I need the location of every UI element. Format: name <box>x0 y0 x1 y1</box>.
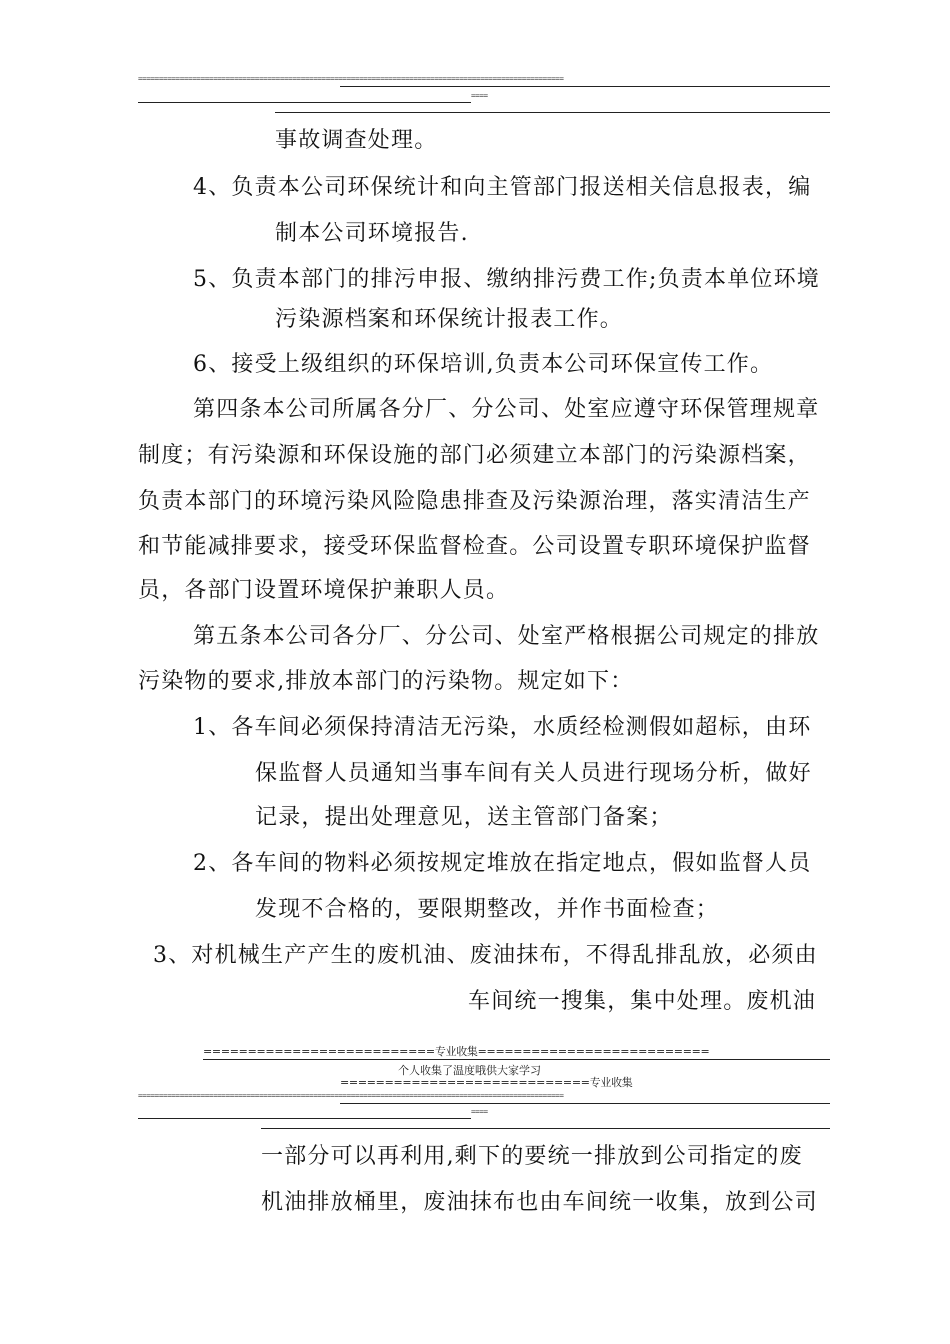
page2-text-line-2: 机油排放桶里，废油抹布也由车间统一收集，放到公司 <box>261 1190 818 1215</box>
article-4-line-3: 负责本部门的环境污染风险隐患排查及污染源治理，落实清洁生产 <box>138 489 811 514</box>
page2-header-rule-right <box>340 1103 830 1104</box>
header-rule-left <box>138 102 471 103</box>
article-5-line-1: 第五条本公司各分厂、分公司、处室严格根据公司规定的排放 <box>193 624 820 649</box>
header-separator-short: ==== <box>471 91 488 100</box>
page2-header-separator-short: ==== <box>471 1107 488 1116</box>
article-4-line-5: 员，各部门设置环境保护兼职人员。 <box>138 578 510 603</box>
footer-collection-note-2: ============================专业收集 <box>340 1076 633 1089</box>
list-item-4-continued: 制本公司环境报告. <box>275 221 469 246</box>
header-separator-equals: ====================================================================================================== <box>138 74 564 83</box>
rule-1-line-2: 保监督人员通知当事车间有关人员进行现场分析，做好 <box>255 761 812 786</box>
footer-collection-note: ==========================专业收集========================== <box>203 1045 710 1058</box>
list-item-6: 6、接受上级组织的环保培训,负责本公司环保宣传工作。 <box>193 352 774 377</box>
article-4-line-4: 和节能减排要求，接受环保监督检查。公司设置专职环境保护监督 <box>138 534 811 559</box>
rule-3-line-2: 车间统一搜集，集中处理。废机油 <box>468 989 817 1014</box>
page2-header-separator-equals: ====================================================================================================== <box>138 1091 564 1100</box>
header-rule-lower <box>275 112 830 113</box>
header-rule-right <box>340 86 830 87</box>
list-item-5-continued: 污染源档案和环保统计报表工作。 <box>275 307 624 332</box>
text-line: 事故调查处理。 <box>275 128 438 153</box>
rule-1-line-1: 1、各车间必须保持清洁无污染，水质经检测假如超标，由环 <box>193 715 812 740</box>
rule-3-line-1: 3、对机械生产产生的废机油、废油抹布，不得乱排乱放，必须由 <box>153 943 818 968</box>
article-4-line-2: 制度；有污染源和环保设施的部门必须建立本部门的污染源档案， <box>138 443 811 468</box>
page2-text-line-1: 一部分可以再利用,剩下的要统一排放到公司指定的废 <box>261 1144 803 1169</box>
list-item-5: 5、负责本部门的排污申报、缴纳排污费工作;负责本单位环境 <box>193 267 821 292</box>
article-5-line-2: 污染物的要求,排放本部门的污染物。规定如下： <box>138 669 634 694</box>
rule-1-line-3: 记录，提出处理意见，送主管部门备案； <box>255 805 673 830</box>
page2-header-rule-left <box>138 1118 471 1119</box>
page2-header-rule-lower <box>261 1128 830 1129</box>
list-item-4: 4、负责本公司环保统计和向主管部门报送相关信息报表，编 <box>193 175 812 200</box>
footer-rule <box>203 1059 830 1060</box>
rule-2-line-1: 2、各车间的物料必须按规定堆放在指定地点，假如监督人员 <box>193 851 812 876</box>
footer-personal-note: 个人收集了温度哦供大家学习 <box>398 1064 541 1077</box>
rule-2-line-2: 发现不合格的，要限期整改，并作书面检查； <box>255 897 720 922</box>
article-4-line-1: 第四条本公司所属各分厂、分公司、处室应遵守环保管理规章 <box>193 397 820 422</box>
